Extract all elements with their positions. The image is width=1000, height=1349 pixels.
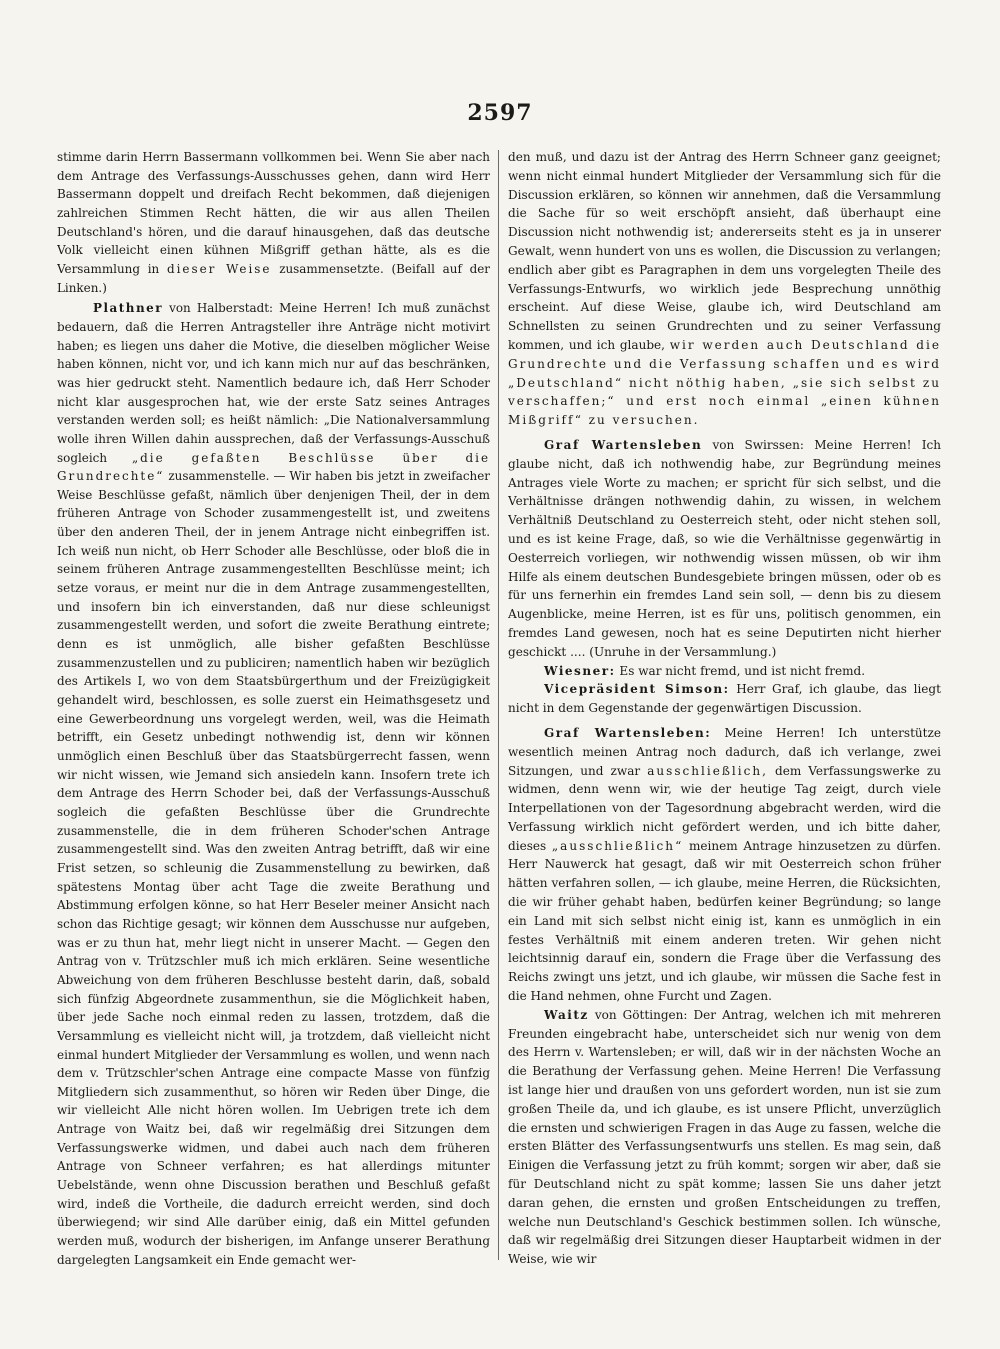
paragraph-text: stimme darin Herrn Bassermann vollkommen bei. Wenn Sie aber nach dem Antrage des Verfassungs-Ausschusses gehen, dann wird Herr Bassermann doppelt und dreifach Recht bekommen, daß diejenigen zahlreichen Stimmen Recht hätten, die wir aus allen Theilen Deutschland's hören, und die darauf hinausgehen, daß das deutsche Volk vielleicht einen kühnen Mißgriff gethan hätte, als es die Versammlung in — [57, 150, 490, 276]
speech-text: dem Verfassungswerke zu widmen, denn wenn wir, wie der heutige Tag zeigt, durch viele Interpellationen von der Tagesordnung abgebracht werden, wird die Verfassung wirklich nicht gefördert werden, und ich bitte daher, dieses — [508, 763, 941, 853]
speaker-origin: von Göttingen: — [594, 1007, 688, 1022]
speech-text: Meine Herren! Ich muß zunächst bedauern, daß die Herren Antragsteller ihre Anträge nicht motivirt haben; es liegen uns daher die Motive, die dieselben möglicher Weise haben können, nicht vor, und ich kann mich nur auf das beschränken, was hier gedruckt steht. Namentlich bedaure ich, daß Herr Schoder nicht klar ausgesprochen hat, wie der erste Satz seines Antrages verstanden werden soll; es heißt nämlich: „Die Nationalversammlung wolle ihren Willen dahin aussprechen, daß der Verfassungs-Ausschuß sogleich — [57, 301, 490, 465]
speaker-name: Wiesner: — [544, 663, 616, 678]
spaced-emphasis: ausschließlich, — [647, 763, 768, 778]
speech-wiesner — [508, 662, 941, 681]
column-divider — [498, 150, 499, 1260]
speaker-name: Vicepräsident Simson: — [544, 682, 730, 697]
paragraph-text: zusammensetzte. (Beifall auf der Linken.) — [57, 261, 490, 295]
speech-text: den muß, und dazu ist der Antrag des Herrn Schneer ganz geeignet; wenn nicht einmal hundert Mitglieder der Versammlung sich für die Discussion erklären, so können wir annehmen, daß die Versammlung die Sache für so weit erschöpft ansieht, daß überhaupt eine Discussion nicht nothwendig ist; andererseits steht es ja in unserer Gewalt, wenn hundert von uns es wollen, die Discussion zu verlangen; endlich aber gibt es Paragraphen in dem uns vorgelegten Theile des Verfassungs-Entwurfs, wo wirklich jede Besprechung unnöthig erscheint. Auf diese Weise, glaube ich, wird Deutschland am Schnellsten zu seinen Grundrechten und zu seiner Verfassung kommen, und ich glaube, — [508, 150, 941, 352]
speech-wartensleben-2 — [508, 724, 941, 1006]
speech-text: zusammenstelle. — Wir haben bis jetzt in zweifacher Weise Beschlüsse gefaßt, nämlich über denjenigen Theil, der in dem früheren Antrage von Schoder zusammengestellt ist, und zweitens über den anderen Theil, der in jenem Antrage nicht einbegriffen ist. Ich weiß nun nicht, ob Herr Schoder alle Beschlüsse, oder bloß die in seinem früheren Antrage zusammengestellten Beschlüsse meint; ich setze voraus, er meint nur die in dem Antrage zusammengestellten, und insofern bin ich einverstanden, daß nur diese schleunigst zusammengestellt werden, und sofort die zweite Berathung eintrete; denn es ist unmöglich, alle bisher gefaßten Beschlüsse zusammenzustellen und zu publiciren; namentlich haben wir bezüglich des Artikels I, wo von dem Staatsbürgerthum und der Freizügigkeit gehandelt wird, beschlossen, es solle zuerst ein Heimathsgesetz und eine Gewerbeordnung uns vorgelegt werden, weil, was die Heimath betrifft, ein Gesetz unbedingt nothwendig ist, denn wir können unmöglich einen Beschluß über das Staatsbürgerrecht fassen, wenn wir nicht wissen, wie Jemand sich ansiedeln kann. Insofern trete ich dem Antrage des Herrn Schoder bei, daß der Verfassungs-Ausschuß sogleich die gefaßten Beschlüsse über die Grundrechte zusammenstelle, die in dem früheren Schoder'schen Antrage zusammengestellt sind. Was den zweiten Antrag betrifft, daß wir eine Frist setzen, so schleunig die Zusammenstellung zu bewirken, daß spätestens Montag über acht Tage die zweite Berathung und Abstimmung erfolgen könne, so hat Herr Beseler meiner Ansicht nach schon das Richtige gesagt; wir können dem Ausschusse nur aufgeben, was er zu thun hat, mehr liegt nicht in unserer Macht. — Gegen den Antrag von v. Trützschler muß ich mich erklären. Seine wesentliche Abweichung von dem früheren Beschlusse besteht darin, daß, sobald sich fünfzig Abgeordnete zusammenthun, sie die Möglichkeit haben, über jede Sache noch einmal reden zu lassen, trotzdem, daß die Versammlung es vielleicht nicht will, ja trotzdem, daß vielleicht nicht einmal hundert Mitglieder der Versammlung es wollen, und wenn nach dem v. Trützschler'schen Antrage eine compacte Masse von fünfzig Mitgliedern sich zusammenthut, so hören wir Reden über Dinge, die wir vielleicht Alle nicht hören wollen. Im Uebrigen trete ich dem Antrage von Waitz bei, daß wir regelmäßig drei Sitzungen dem Verfassungswerke widmen, und dabei auch nach dem früheren Antrage von Schneer verfahren; es hat allerdings mitunter Uebelstände, wenn ohne Discussion berathen und Beschluß gefaßt wird, indeß die Vortheile, die dadurch erreicht werden, sind doch überwiegend; wir sind Alle darüber einig, daß ein Mittel gefunden werden muß, wodurch der bisherigen, im Anfange unserer Berathung dargelegten Langsamkeit ein Ende gemacht wer- — [57, 469, 490, 1267]
spaced-emphasis: wir werden auch Deutschland die Grundrechte und die Verfassung schaffen und es wird „Deutschland“ nicht nöthig haben, „sie sich selbst zu verschaffen;“ und erst noch einmal „einen kühnen Mißgriff“ zu versuchen. — [508, 337, 941, 428]
paragraph-continued — [508, 148, 941, 430]
speaker-name: Plathner — [93, 301, 164, 316]
spaced-emphasis: dieser Weise — [166, 261, 272, 276]
speaker-origin: von Swirssen: — [712, 437, 804, 452]
speaker-name: Graf Wartensleben: — [544, 725, 712, 740]
speech-text: meinem Antrage hinzusetzen zu dürfen. Herr Nauwerck hat gesagt, daß wir mit Oesterreich schon früher hätten verfahren sollen, — ich glaube, meine Herren, die Rücksichten, die wir früher gehabt haben, bedürfen keiner Begründung; so lange ein Land mit sich selbst nicht einig ist, kann es unmöglich in ein festes Verhältniß mit einem anderen treten. Wir gehen nicht leichtsinnig darauf ein, sondern die Frage über die Verfassung des Reichs zwingt uns jetzt, und ich glaube, wir müssen die Sache fest in die Hand nehmen, ohne Furcht und Zagen. — [508, 838, 941, 1004]
speech-text: Der Antrag, welchen ich mit mehreren Freunden eingebracht habe, unterscheidet sich nur wenig von dem des Herrn v. Wartensleben; er will, daß wir in der nächsten Woche an die Berathung der Verfassung gehen. Meine Herren! Die Verfassung ist lange hier und draußen von uns gefordert worden, nun ist sie zum großen Theile da, und ich glaube, es ist unsere Pflicht, unverzüglich die ernsten und schwierigen Fragen in das Auge zu fassen, welche die ersten Blätter des Verfassungsentwurfs uns stellen. Es mag sein, daß Einigen die Verfassung jetzt zu früh kommt; sorgen wir aber, daß sie für Deutschland nicht zu spät komme; lassen Sie uns daher jetzt daran gehen, die ernsten und großen Entscheidungen zu treffen, welche nun Deutschland's Geschick bestimmen sollen. Ich wünsche, daß wir regelmäßig drei Sitzungen dieser Hauptarbeit widmen in der Weise, wie wir — [508, 1007, 941, 1267]
speech-waitz — [508, 1006, 941, 1268]
speech-wartensleben-1 — [508, 436, 941, 662]
speech-plathner — [57, 299, 490, 1268]
left-column — [57, 148, 490, 1268]
right-column — [508, 148, 941, 1268]
page-number: 2597 — [467, 100, 533, 126]
speech-text: Meine Herren! Ich unterstütze wesentlich meinen Antrag noch dadurch, daß ich verlange, zwei Sitzungen, und zwar — [508, 725, 941, 778]
spaced-emphasis: „ausschließlich“ — [551, 838, 684, 853]
speech-simson — [508, 680, 941, 718]
speaker-name: Graf Wartensleben — [544, 437, 703, 452]
paragraph-continued — [57, 148, 490, 297]
speech-text: Herr Graf, ich glaube, das liegt nicht in dem Gegenstande der gegenwärtigen Discussion. — [508, 682, 941, 716]
speaker-origin: von Halberstadt: — [169, 301, 274, 316]
spaced-emphasis: „die gefaßten Beschlüsse über die Grundrechte“ — [57, 450, 490, 484]
speaker-name: Waitz — [544, 1007, 589, 1022]
speech-text: Meine Herren! Ich glaube nicht, daß ich nothwendig habe, zur Begründung meines Antrages viele Worte zu machen; er spricht für sich selbst, und die Verhältnisse drängen nothwendig dahin, zu wissen, in welchem Verhältniß Deutschland zu Oesterreich steht, oder nicht stehen soll, und es ist keine Frage, daß, so wie die Verhältnisse gegenwärtig in Oesterreich vorliegen, wir nothwendig wissen müssen, ob wir ihm Hilfe als einem deutschen Bundesgebiete bringen müssen, oder ob es für uns fernerhin ein fremdes Land sein soll, — denn bis zu diesem Augenblicke, meine Herren, ist es für uns, politisch genommen, ein fremdes Land gewesen, noch hat es seine Deputirten nicht hierher geschickt .... (Unruhe in der Versammlung.) — [508, 437, 941, 659]
speech-text: Es war nicht fremd, und ist nicht fremd. — [619, 663, 866, 678]
